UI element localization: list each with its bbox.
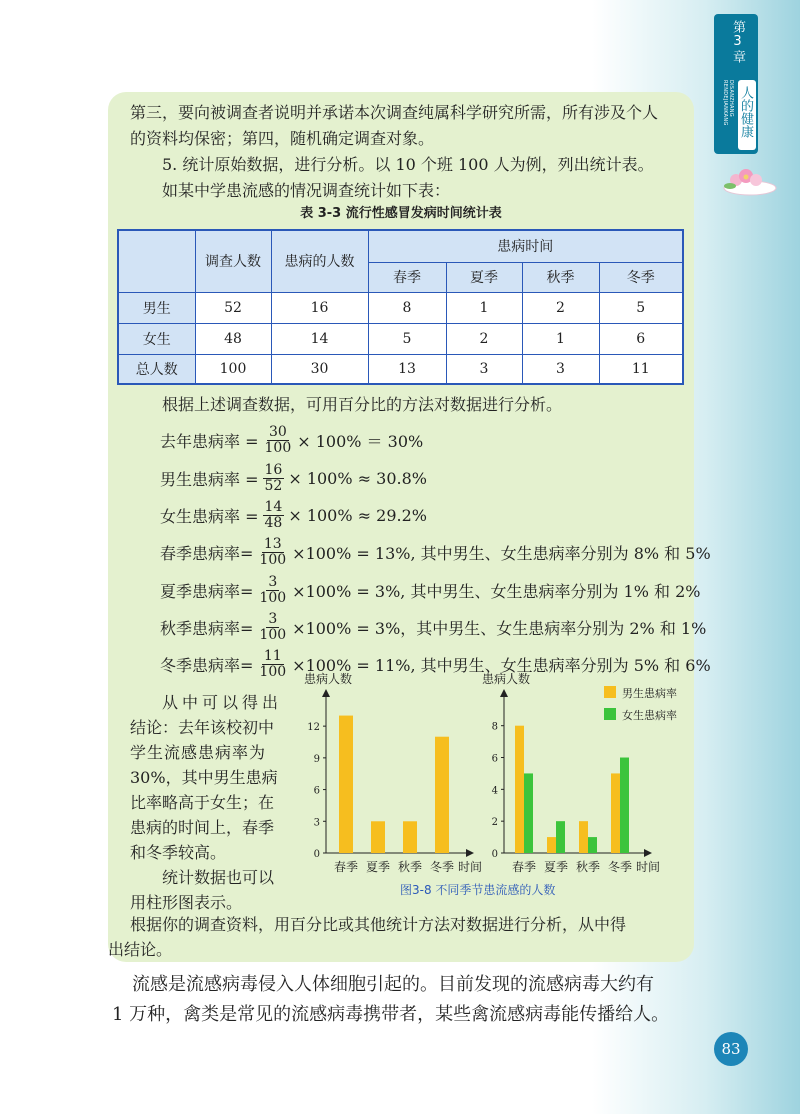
chart-note-line: 统计数据也可以: [162, 868, 275, 887]
conclusion-line: 和冬季较高。: [130, 843, 227, 862]
table-cell: 14: [271, 323, 368, 354]
stats-table: [117, 229, 684, 385]
numerator: 16: [264, 461, 283, 478]
y-tick-label: 6: [491, 753, 498, 765]
x-tick-label: 冬季: [607, 860, 633, 874]
body-text-line: 流感是流感病毒侵入人体细胞引起的。目前发现的流感病毒大约有: [132, 974, 654, 995]
denominator: 48: [264, 514, 283, 531]
denominator: 100: [259, 589, 287, 606]
table-corner: [118, 230, 195, 292]
formula-label: 秋季患病率=: [160, 618, 254, 638]
table-cell: 30: [271, 354, 368, 384]
chapter-tab: [714, 14, 758, 154]
formula-row: [160, 497, 427, 533]
denominator: 100: [259, 663, 287, 680]
table-cell: 8: [368, 292, 446, 323]
table-cell: 1: [522, 323, 599, 354]
flower-icon: [710, 160, 780, 200]
paragraph-line: 的资料均保密；第四，随机确定调查对象。: [130, 129, 435, 148]
legend-label: 女生患病率: [622, 709, 677, 722]
conclusion-line: 学生流感患病率为: [130, 743, 267, 762]
y-tick-label: 3: [313, 817, 320, 829]
formula-row: [160, 460, 427, 496]
bar: [611, 773, 620, 853]
charts: [290, 672, 700, 908]
bar: [515, 726, 524, 853]
formula-row: [160, 609, 706, 645]
table-cell: 2: [446, 323, 522, 354]
conclusion-line: 患病的时间上，春季: [130, 818, 275, 837]
conclusion-line: 从中可以得出: [162, 693, 283, 712]
chapter-pinyin: DISANZHANG RENDEJIANKANG: [722, 80, 734, 126]
table-cell: 5: [368, 323, 446, 354]
fraction: [263, 463, 285, 494]
bar: [588, 837, 597, 853]
table-cell: 100: [195, 354, 271, 384]
fraction: [257, 537, 288, 568]
table-cell: 2: [522, 292, 599, 323]
formula-label: 男生患病率 =: [160, 469, 259, 489]
season-header: 冬季: [599, 262, 683, 292]
analysis-intro: 根据上述调查数据，可用百分比的方法对数据进行分析。: [162, 395, 563, 414]
legend-swatch: [604, 686, 616, 698]
formula-result: × 100% ≈ 30.8%: [288, 468, 427, 488]
x-tick-label: 夏季: [543, 860, 569, 874]
denominator: 52: [264, 477, 283, 494]
closing-line: 根据你的调查资料，用百分比或其他统计方法对数据进行分析，从中得: [130, 915, 627, 934]
table-caption: 表 3-3 流行性感冒发病时间统计表: [300, 206, 502, 221]
row-label: 总人数: [118, 354, 195, 384]
legend-label: 男生患病率: [622, 687, 677, 700]
numerator: 3: [268, 610, 278, 627]
table-cell: 1: [446, 292, 522, 323]
season-header: 春季: [368, 262, 446, 292]
x-tick-label: 秋季: [397, 860, 423, 874]
y-axis-label: 患病人数: [304, 672, 353, 686]
formula-label: 夏季患病率=: [160, 581, 254, 601]
denominator: 100: [259, 551, 287, 568]
table-cell: 3: [446, 354, 522, 384]
col-header: 患病的人数: [271, 230, 368, 292]
step-5-text: 5. 统计原始数据，进行分析。以 10 个班 100 人为例，列出统计表。: [162, 155, 654, 174]
y-tick-label: 2: [491, 817, 498, 829]
x-tick-label: 冬季: [429, 860, 455, 874]
closing-line: 出结论。: [108, 940, 173, 959]
bar: [524, 773, 533, 853]
table-cell: 6: [599, 323, 683, 354]
chart-by-gender: [482, 671, 677, 874]
table-row: [118, 323, 683, 354]
formula-result: ×100% = 3%, 其中男生、女生患病率分别为 1% 和 2%: [292, 581, 701, 601]
col-header: 调查人数: [195, 230, 271, 292]
chart-total-by-season: [304, 671, 482, 874]
y-tick-label: 9: [313, 753, 320, 765]
paragraph-line: 第三，要向被调查者说明并承诺本次调查纯属科学研究所需，所有涉及个人: [130, 103, 659, 122]
formula-result: ×100% = 11%, 其中男生、女生患病率分别为 5% 和 6%: [292, 655, 711, 675]
formula-label: 去年患病率 =: [160, 431, 259, 451]
x-axis-label: 时间: [636, 860, 661, 874]
formula-result: ×100% = 3%，其中男生、女生患病率分别为 2% 和 1%: [292, 618, 707, 638]
numerator: 13: [263, 535, 282, 552]
y-axis-label: 患病人数: [482, 672, 531, 686]
fraction: [263, 425, 294, 456]
chapter-number: 第3章: [730, 20, 745, 64]
formula-result: × 100% ≈ 29.2%: [288, 505, 427, 525]
numerator: 30: [268, 423, 287, 440]
table-cell: 11: [599, 354, 683, 384]
formula-row: [160, 422, 423, 458]
formula-row: [160, 534, 711, 570]
conclusion-line: 30%，其中男生患病: [130, 768, 278, 787]
x-tick-label: 春季: [333, 860, 359, 874]
chapter-title: 人的健康: [738, 86, 753, 138]
season-group-header: 患病时间: [368, 230, 683, 262]
legend-swatch: [604, 708, 616, 720]
table-row: [118, 354, 683, 384]
numerator: 11: [263, 647, 282, 664]
chart-note-line: 用柱形图表示。: [130, 893, 243, 912]
fraction: [257, 649, 288, 680]
bar: [371, 821, 385, 853]
bar: [435, 737, 449, 853]
x-tick-label: 夏季: [365, 860, 391, 874]
numerator: 14: [264, 498, 283, 515]
y-tick-label: 4: [491, 785, 498, 797]
season-header: 秋季: [522, 262, 599, 292]
table-row: [118, 292, 683, 323]
table-cell: 52: [195, 292, 271, 323]
table-intro: 如某中学患流感的情况调查统计如下表：: [162, 181, 451, 200]
formula-result: × 100% ＝ 30%: [297, 431, 424, 451]
y-tick-label: 6: [313, 785, 320, 797]
denominator: 100: [264, 439, 292, 456]
formula-result: ×100% = 13%, 其中男生、女生患病率分别为 8% 和 5%: [292, 543, 711, 563]
x-axis-label: 时间: [458, 860, 483, 874]
page-number: 83: [714, 1032, 748, 1066]
table-cell: 48: [195, 323, 271, 354]
bar: [620, 758, 629, 853]
y-tick-label: 8: [491, 721, 498, 733]
y-tick-label: 0: [491, 849, 498, 860]
numerator: 3: [268, 573, 278, 590]
formula-row: [160, 572, 700, 608]
conclusion-line: 结论：去年该校初中: [130, 718, 275, 737]
body-text-line: 1 万种，禽类是常见的流感病毒携带者，某些禽流感病毒能传播给人。: [112, 1004, 670, 1025]
figure-caption: 图3-8 不同季节患流感的人数: [400, 883, 556, 897]
formula-label: 冬季患病率=: [160, 655, 254, 675]
bar: [339, 716, 353, 853]
table-cell: 5: [599, 292, 683, 323]
x-tick-label: 春季: [511, 860, 537, 874]
denominator: 100: [259, 626, 287, 643]
formula-label: 女生患病率 =: [160, 506, 259, 526]
row-label: 女生: [118, 323, 195, 354]
table-cell: 16: [271, 292, 368, 323]
row-label: 男生: [118, 292, 195, 323]
fraction: [263, 500, 285, 531]
table-cell: 13: [368, 354, 446, 384]
y-tick-label: 12: [307, 722, 320, 734]
season-header: 夏季: [446, 262, 522, 292]
conclusion-line: 比率略高于女生；在: [130, 793, 275, 812]
x-tick-label: 秋季: [575, 860, 601, 874]
bar: [556, 821, 565, 853]
formula-label: 春季患病率=: [160, 543, 254, 563]
fraction: [257, 575, 288, 606]
y-tick-label: 0: [313, 849, 320, 860]
table-cell: 3: [522, 354, 599, 384]
bar: [547, 837, 556, 853]
bar: [579, 821, 588, 853]
fraction: [257, 612, 288, 643]
bar: [403, 821, 417, 853]
formula-row: [160, 646, 711, 682]
